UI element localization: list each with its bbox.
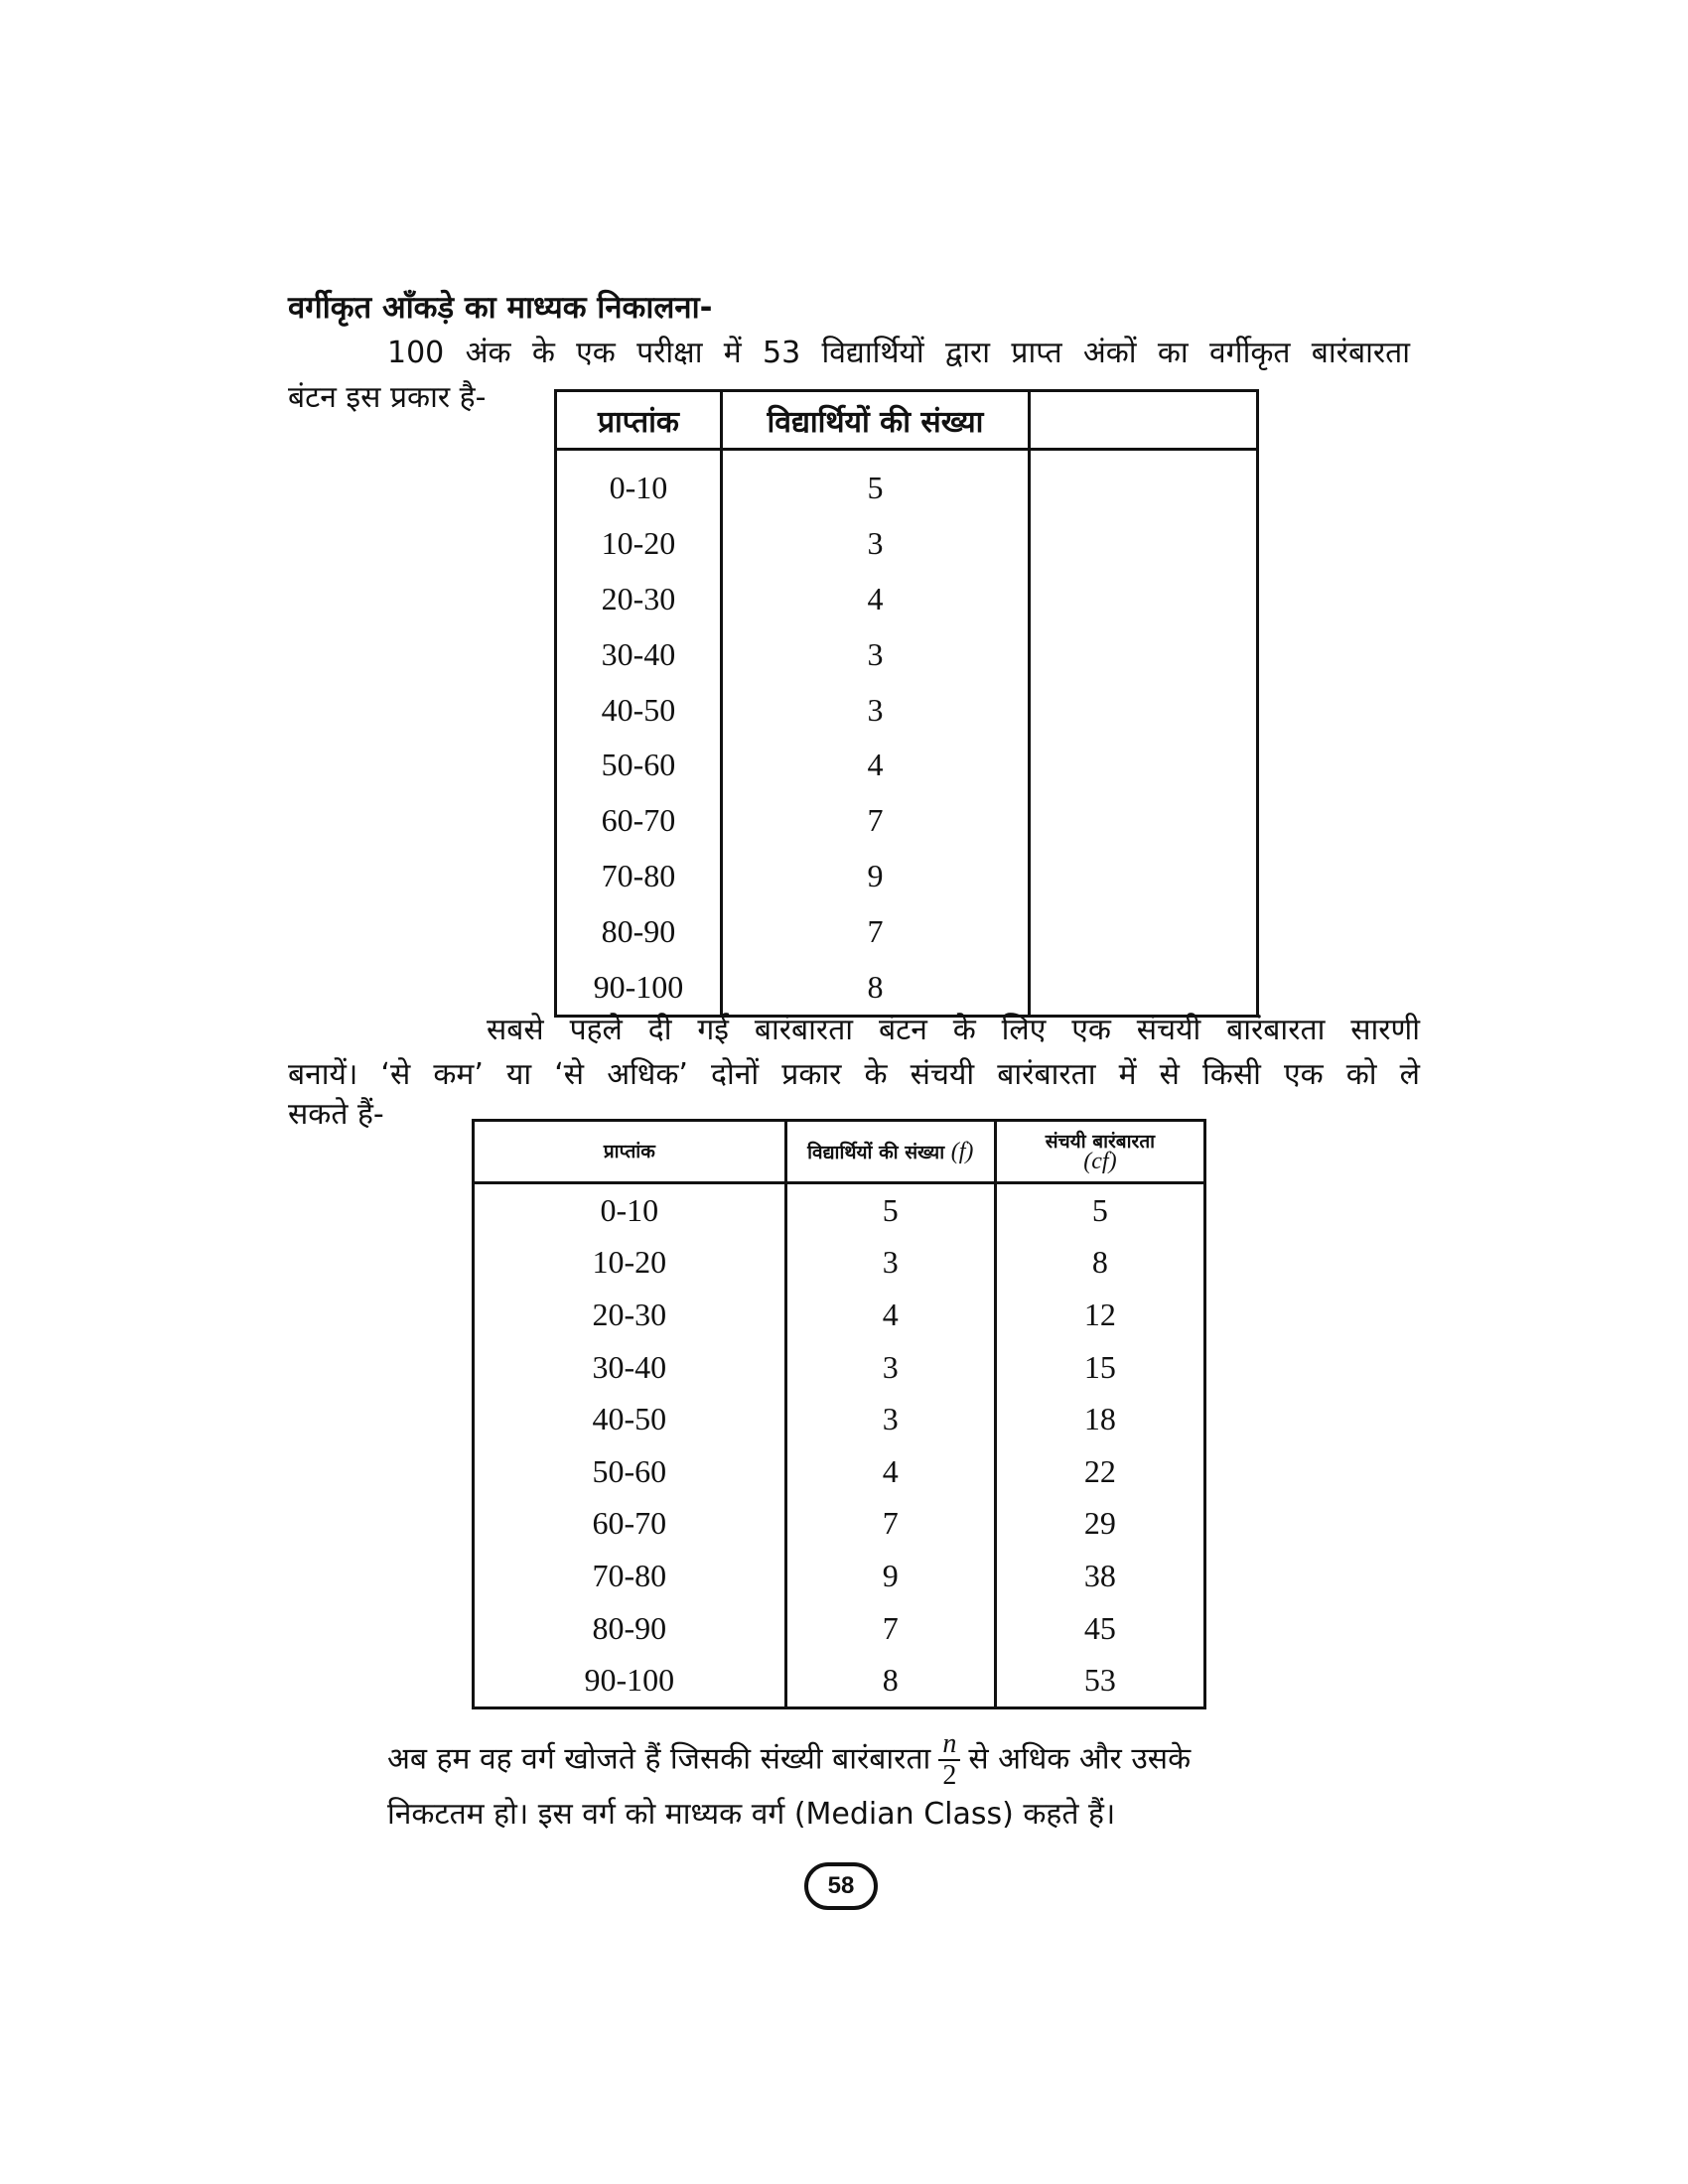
cell-empty	[1030, 903, 1258, 959]
cell-empty	[1030, 738, 1258, 793]
header-text: विद्यार्थियों की संख्या	[807, 1141, 945, 1163]
cell-cumulative-frequency: 45	[995, 1602, 1204, 1655]
cell-student-count: 8	[721, 959, 1029, 1016]
cell-frequency: 7	[785, 1602, 995, 1655]
table-row	[474, 1237, 1205, 1290]
column-header-marks	[474, 1121, 786, 1183]
table-row	[474, 1183, 1205, 1237]
cell-frequency: 3	[785, 1237, 995, 1290]
cell-cumulative-frequency: 22	[995, 1445, 1204, 1498]
section-heading: वर्गीकृत आँकड़े का माध्यक निकालना-	[288, 290, 713, 326]
header-symbol: (cf)	[1083, 1148, 1117, 1174]
cell-marks-range: 10-20	[474, 1237, 786, 1290]
table-row	[556, 450, 1258, 516]
para3-line-1	[387, 1729, 1191, 1791]
cell-marks-range: 90-100	[556, 959, 722, 1016]
cumulative-frequency-table	[472, 1119, 1206, 1709]
cell-frequency: 9	[785, 1550, 995, 1602]
cell-empty	[1030, 682, 1258, 738]
cell-marks-range: 30-40	[556, 626, 722, 682]
cell-student-count: 3	[721, 626, 1029, 682]
cell-marks-range: 50-60	[556, 738, 722, 793]
table-row	[556, 738, 1258, 793]
column-header-marks: प्राप्तांक	[556, 391, 722, 450]
cell-student-count: 7	[721, 793, 1029, 849]
cell-marks-range: 70-80	[556, 849, 722, 904]
cell-cumulative-frequency: 5	[995, 1183, 1204, 1237]
cell-cumulative-frequency: 12	[995, 1289, 1204, 1341]
table-row	[556, 903, 1258, 959]
para3-line-2: निकटतम हो। इस वर्ग को माध्यक वर्ग (Median Class) कहते हैं।	[387, 1797, 1116, 1832]
cell-marks-range: 30-40	[474, 1341, 786, 1394]
cell-marks-range: 20-30	[556, 572, 722, 627]
cell-frequency: 4	[785, 1445, 995, 1498]
cell-cumulative-frequency: 38	[995, 1550, 1204, 1602]
cell-cumulative-frequency: 8	[995, 1237, 1204, 1290]
cell-student-count: 3	[721, 516, 1029, 572]
cell-frequency: 5	[785, 1183, 995, 1237]
cell-empty	[1030, 572, 1258, 627]
table-row	[474, 1289, 1205, 1341]
table-row	[556, 626, 1258, 682]
table-row	[556, 793, 1258, 849]
cell-marks-range: 50-60	[474, 1445, 786, 1498]
table-row	[556, 849, 1258, 904]
cell-student-count: 5	[721, 450, 1029, 516]
intro-line-1: 100 अंक के एक परीक्षा में 53 विद्यार्थियों द्वारा प्राप्त अंकों का वर्गीकृत बारंबारता	[387, 336, 1410, 370]
header-text: प्राप्तांक	[603, 1141, 655, 1162]
cell-marks-range: 40-50	[556, 682, 722, 738]
header-symbol: (f)	[950, 1138, 974, 1164]
fraction-denominator: 2	[942, 1760, 957, 1791]
frequency-table	[554, 389, 1259, 1018]
column-header-cumulative	[995, 1121, 1204, 1183]
n-over-2-fraction	[938, 1729, 960, 1791]
table-row	[474, 1445, 1205, 1498]
table-row	[474, 1341, 1205, 1394]
para2-line-1: सबसे पहले दी गई बारंबारता बंटन के लिए एक संचयी बारंबारता सारणी	[487, 1013, 1420, 1047]
table-row	[556, 516, 1258, 572]
table-row	[474, 1498, 1205, 1551]
cell-marks-range: 20-30	[474, 1289, 786, 1341]
table-row	[474, 1654, 1205, 1707]
cell-cumulative-frequency: 15	[995, 1341, 1204, 1394]
table-header-row	[556, 391, 1258, 450]
cell-marks-range: 80-90	[556, 903, 722, 959]
cell-student-count: 4	[721, 738, 1029, 793]
cell-marks-range: 60-70	[556, 793, 722, 849]
cell-student-count: 3	[721, 682, 1029, 738]
cell-marks-range: 0-10	[556, 450, 722, 516]
column-header-frequency	[785, 1121, 995, 1183]
para3-text-before: अब हम वह वर्ग खोजते हैं जिसकी संख्यी बारंबारता	[387, 1741, 931, 1777]
table-row	[474, 1602, 1205, 1655]
cell-empty	[1030, 626, 1258, 682]
cell-empty	[1030, 793, 1258, 849]
cell-marks-range: 60-70	[474, 1498, 786, 1551]
cell-empty	[1030, 516, 1258, 572]
para3-text-after: से अधिक और उसके	[968, 1741, 1192, 1777]
cell-student-count: 4	[721, 572, 1029, 627]
cell-marks-range: 40-50	[474, 1393, 786, 1445]
para2-line-3: सकते हैं-	[288, 1097, 384, 1132]
cell-frequency: 3	[785, 1341, 995, 1394]
table-header-row	[474, 1121, 1205, 1183]
table-row	[474, 1393, 1205, 1445]
table-row	[556, 682, 1258, 738]
table-row	[556, 572, 1258, 627]
column-header-empty	[1030, 391, 1258, 450]
cell-frequency: 3	[785, 1393, 995, 1445]
cell-frequency: 4	[785, 1289, 995, 1341]
cell-empty	[1030, 849, 1258, 904]
cell-empty	[1030, 450, 1258, 516]
cell-cumulative-frequency: 53	[995, 1654, 1204, 1707]
page-number: 58	[804, 1862, 878, 1910]
cell-frequency: 7	[785, 1498, 995, 1551]
table-row	[474, 1550, 1205, 1602]
cell-marks-range: 70-80	[474, 1550, 786, 1602]
column-header-students: विद्यार्थियों की संख्या	[721, 391, 1029, 450]
cell-marks-range: 10-20	[556, 516, 722, 572]
cell-student-count: 9	[721, 849, 1029, 904]
cell-cumulative-frequency: 29	[995, 1498, 1204, 1551]
cell-student-count: 7	[721, 903, 1029, 959]
cell-marks-range: 0-10	[474, 1183, 786, 1237]
para2-line-2: बनायें। ‘से कम’ या ‘से अधिक’ दोनों प्रकार के संचयी बारंबारता में से किसी एक को ले	[288, 1057, 1420, 1092]
cell-marks-range: 90-100	[474, 1654, 786, 1707]
intro-line-2: बंटन इस प्रकार है-	[288, 380, 487, 415]
cell-marks-range: 80-90	[474, 1602, 786, 1655]
cell-frequency: 8	[785, 1654, 995, 1707]
fraction-numerator: n	[938, 1729, 960, 1761]
cell-cumulative-frequency: 18	[995, 1393, 1204, 1445]
header-text: संचयी बारंबारता	[1045, 1130, 1156, 1153]
